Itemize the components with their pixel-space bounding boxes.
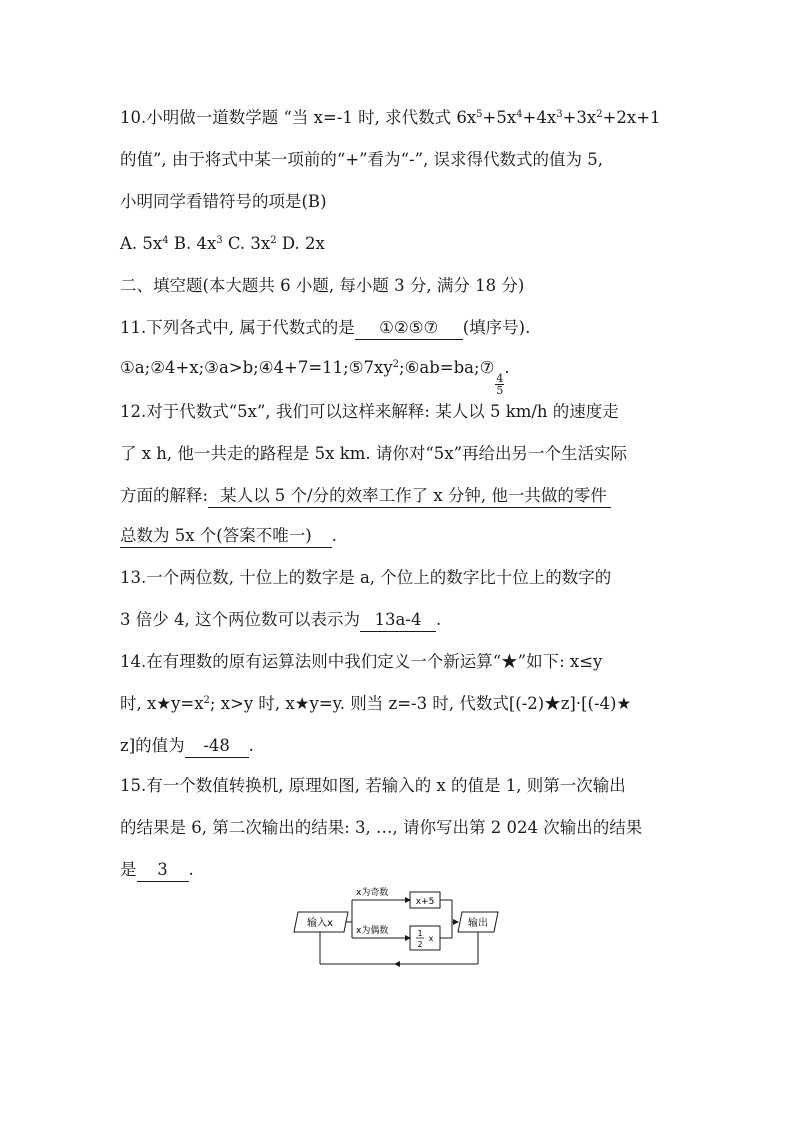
q10-text: +5x [482,108,517,127]
q15-line-3 [120,858,194,882]
exponent: 2 [392,359,400,370]
input-label: 输入x [307,918,333,929]
q14-text: . [248,736,254,755]
exponent: 4 [162,235,169,246]
section-title: 二、填空题(本大题共 6 小题, 每小题 3 分, 满分 18 分) [120,276,525,295]
q10-text: +2x+1 [602,108,661,127]
q15-line-2: 的结果是 6, 第二次输出的结果: 3, …, 请你写出第 2 024 次输出的结果 [120,818,643,837]
q11-text: (填序号). [462,318,531,337]
q13-line-1: 13.一个两位数, 十位上的数字是 a, 个位上的数字比十位上的数字的 [120,568,612,587]
exponent: 3 [556,109,563,120]
fraction-denominator: 5 [496,384,504,397]
q10-text: +4x [522,108,557,127]
q10-line-2: 的值”, 由于将式中某一项前的“+”看为“-”, 误求得代数式的值为 5, [120,150,604,169]
q10-line-1 [120,106,661,130]
q11-text: . [504,358,510,377]
output-label: 输出 [468,918,488,929]
q13-text: 3 倍少 4, 这个两位数可以表示为 [120,610,360,629]
q12-line-3 [120,484,611,508]
q15-line-1: 15.有一个数值转换机, 原理如图, 若输入的 x 的值是 1, 则第一次输出 [120,776,626,795]
q11-text: ;⑥ab=ba;⑦ [399,358,495,377]
q13-text: . [435,610,442,629]
q12-text: 方面的解释: [120,486,209,505]
exponent: 2 [596,109,603,120]
q12-line-1: 12.对于代数式“5x”, 我们可以这样来解释: 某人以 5 km/h 的速度走 [120,402,619,421]
q14-line-1: 14.在有理数的原有运算法则中我们定义一个新运算“★”如下: x≤y [120,652,603,671]
q12-line-2: 了 x h, 他一共走的路程是 5x km. 请你对“5x”再给出另一个生活实际 [120,444,628,463]
q11-text: 11.下列各式中, 属于代数式的是 [120,318,355,337]
q15-text: 是 [120,860,137,879]
q12-line-4 [120,524,337,548]
q11-line-2 [120,356,510,396]
exponent: 5 [476,109,483,120]
q12-answer-part-1: 某人以 5 个/分的效率工作了 x 分钟, 他一共做的零件 [208,485,611,508]
even-operation-variable: x [428,934,434,943]
option-d: D. 2x [276,234,325,253]
option-a: A. 5x [120,234,163,253]
q14-text: ; x>y 时, x★y=y. 则当 z=-3 时, 代数式[(-2)★z]·[(-4)★ [209,694,632,713]
even-operation-box [410,926,440,950]
conversion-machine-diagram [292,880,502,970]
q11-answer: ①②⑤⑦ [355,317,463,340]
even-fraction-numerator: 1 [417,929,423,938]
q14-line-2 [120,692,631,716]
odd-operation-text: x+5 [415,897,435,907]
q15-answer: 3 [137,859,189,882]
exponent: 3 [216,235,223,246]
q12-answer-part-2: 总数为 5x 个(答案不唯一) [120,525,332,548]
q11-text: ①a;②4+x;③a>b;④4+7=11;⑤7xy [120,358,393,377]
q14-text: 时, x★y=x [120,694,204,713]
q11-line-1 [120,316,530,340]
q13-answer: 13a-4 [360,609,436,632]
q10-text: 10.小明做一道数学题 “当 x=-1 时, 求代数式 6x [120,108,477,127]
q12-text: . [331,526,337,545]
option-c: C. 3x [222,234,271,253]
q13-line-2 [120,608,441,632]
fraction [495,373,504,396]
odd-condition-label: x为奇数 [356,888,389,898]
option-b: B. 4x [168,234,217,253]
exponent: 2 [270,235,277,246]
q14-text: z]的值为 [120,736,185,755]
q10-text: +3x [562,108,597,127]
even-condition-label: x为偶数 [356,926,389,936]
feedback-arrowhead [394,961,400,967]
q14-line-3 [120,734,254,758]
q15-text: . [188,860,194,879]
exponent: 4 [516,109,523,120]
fraction-numerator: 4 [496,372,504,385]
even-fraction-denominator: 2 [417,940,423,949]
q10-line-3: 小明同学看错符号的项是(B) [120,192,327,211]
q14-answer: -48 [185,735,249,758]
q10-options [120,232,325,256]
exponent: 2 [203,695,210,706]
